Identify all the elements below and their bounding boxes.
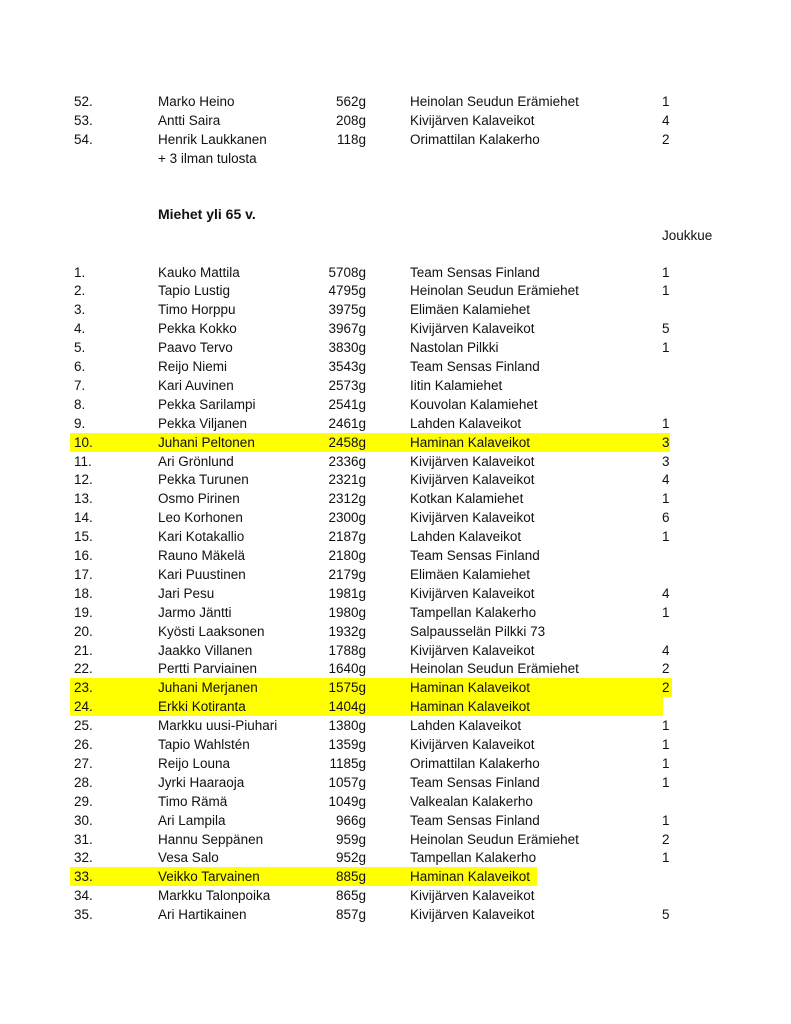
rank-cell: 30.	[74, 812, 93, 828]
weight-cell: 952g	[335, 850, 366, 866]
rank-cell: 33.	[74, 869, 93, 885]
result-row	[70, 905, 670, 924]
club-cell: Team Sensas Finland	[410, 264, 540, 280]
weight-cell: 2458g	[328, 434, 366, 450]
result-row	[70, 603, 670, 622]
result-row	[70, 281, 670, 300]
name-cell: Hannu Seppänen	[158, 831, 264, 847]
weight-cell: 3830g	[328, 340, 366, 356]
weight-cell: 1049g	[328, 793, 366, 809]
name-cell: Kari Puustinen	[158, 566, 246, 582]
club-cell: Salpausselän Pilkki 73	[410, 623, 546, 639]
rank-cell: 53.	[74, 113, 93, 128]
club-cell: Iitin Kalamiehet	[410, 377, 503, 393]
club-cell: Kivijärven Kalaveikot	[410, 888, 535, 904]
weight-cell: 1575g	[328, 680, 366, 696]
team-cell: 1	[662, 812, 670, 828]
team-cell: 1	[662, 491, 670, 507]
weight-cell: 2573g	[328, 377, 366, 393]
rank-cell: 22.	[74, 661, 93, 677]
team-cell: 1	[662, 340, 670, 356]
club-cell: Nastolan Pilkki	[410, 340, 499, 356]
rank-cell: 11.	[74, 453, 92, 469]
team-cell: 4	[662, 642, 670, 658]
result-row	[70, 527, 670, 546]
weight-cell: 4795g	[328, 283, 366, 299]
result-row	[70, 376, 670, 395]
result-row	[70, 848, 670, 867]
name-cell: Jarmo Jäntti	[158, 604, 232, 620]
weight-cell: 1788g	[328, 642, 366, 658]
name-cell: Paavo Tervo	[158, 340, 233, 356]
result-row	[70, 130, 670, 149]
weight-cell: 885g	[335, 869, 366, 885]
name-cell: Timo Horppu	[158, 302, 236, 318]
rank-cell: 31.	[74, 831, 93, 847]
name-cell: Rauno Mäkelä	[158, 548, 246, 563]
weight-cell: 1380g	[328, 718, 366, 734]
club-cell: Orimattilan Kalakerho	[410, 132, 540, 147]
name-cell: Kyösti Laaksonen	[158, 623, 265, 639]
result-row	[70, 319, 670, 338]
weight-cell: 2461g	[328, 415, 366, 431]
name-cell: Ari Grönlund	[158, 453, 234, 469]
name-cell: Ari Hartikainen	[158, 907, 247, 923]
club-cell: Haminan Kalaveikot	[410, 869, 531, 885]
result-row	[70, 886, 670, 905]
team-cell: 3	[662, 453, 670, 469]
club-cell: Lahden Kalaveikot	[410, 718, 522, 734]
weight-cell: 2179g	[328, 566, 366, 582]
team-cell: 3	[662, 434, 670, 450]
result-row	[70, 546, 670, 565]
rank-cell: 34.	[74, 888, 93, 904]
section-title: Miehet yli 65 v.	[158, 206, 256, 222]
no-result-note: + 3 ilman tulosta	[158, 151, 257, 166]
team-cell: 1	[662, 415, 670, 431]
name-cell: Pekka Viljanen	[158, 415, 248, 431]
name-cell: Kari Kotakallio	[158, 529, 245, 545]
team-cell: 4	[662, 472, 670, 488]
name-cell: Reijo Louna	[158, 755, 231, 771]
rank-cell: 24.	[74, 699, 93, 715]
name-cell: Leo Korhonen	[158, 510, 243, 526]
weight-cell: 1404g	[328, 699, 366, 715]
team-cell: 1	[662, 755, 670, 771]
rank-cell: 4.	[74, 321, 86, 337]
rank-cell: 27.	[74, 755, 93, 771]
rank-cell: 2.	[74, 283, 86, 299]
team-cell: 2	[662, 661, 670, 677]
team-cell: 6	[662, 510, 670, 526]
result-row	[70, 433, 670, 452]
club-cell: Kivijärven Kalaveikot	[410, 907, 535, 923]
weight-cell: 1980g	[328, 604, 366, 620]
club-cell: Kivijärven Kalaveikot	[410, 737, 535, 752]
team-cell: 1	[662, 718, 670, 734]
rank-cell: 54.	[74, 132, 93, 147]
result-row	[70, 357, 670, 376]
club-cell: Team Sensas Finland	[410, 774, 540, 790]
name-cell: Juhani Merjanen	[158, 680, 258, 696]
result-row	[70, 792, 670, 811]
rank-cell: 15.	[74, 529, 93, 545]
club-cell: Kivijärven Kalaveikot	[410, 510, 535, 526]
team-cell: 2	[662, 680, 670, 696]
rank-cell: 28.	[74, 774, 93, 790]
name-cell: Markku Talonpoika	[158, 888, 271, 904]
name-cell: Jari Pesu	[158, 585, 215, 601]
name-cell: Jaakko Villanen	[158, 642, 253, 658]
weight-cell: 3543g	[328, 359, 366, 374]
weight-cell: 865g	[335, 888, 366, 904]
result-row	[70, 678, 672, 697]
result-row	[70, 489, 670, 508]
weight-cell: 966g	[335, 812, 366, 828]
team-cell: 4	[662, 113, 670, 128]
rank-cell: 3.	[74, 302, 86, 318]
team-cell: 1	[662, 737, 670, 752]
result-row	[70, 263, 670, 282]
rank-cell: 29.	[74, 793, 93, 809]
name-cell: Jyrki Haaraoja	[158, 774, 245, 790]
result-row	[70, 338, 670, 357]
weight-cell: 562g	[335, 94, 366, 109]
rank-cell: 6.	[74, 359, 86, 374]
club-cell: Heinolan Seudun Erämiehet	[410, 831, 579, 847]
weight-cell: 2336g	[328, 453, 366, 469]
result-row	[70, 452, 670, 471]
result-row	[70, 111, 670, 130]
team-cell: 1	[662, 774, 670, 790]
team-cell: 2	[662, 831, 670, 847]
team-cell: 1	[662, 529, 670, 545]
name-cell: Reijo Niemi	[158, 359, 228, 374]
result-row	[70, 470, 670, 489]
club-cell: Elimäen Kalamiehet	[410, 302, 531, 318]
club-cell: Heinolan Seudun Erämiehet	[410, 661, 579, 677]
club-cell: Team Sensas Finland	[410, 812, 540, 828]
weight-cell: 208g	[335, 113, 366, 128]
club-cell: Tampellan Kalakerho	[410, 850, 537, 866]
result-row	[70, 92, 670, 111]
club-cell: Haminan Kalaveikot	[410, 434, 531, 450]
name-cell: Tapio Lustig	[158, 283, 231, 299]
name-cell: Veikko Tarvainen	[158, 869, 260, 885]
weight-cell: 2187g	[328, 529, 366, 545]
rank-cell: 17.	[74, 566, 93, 582]
club-cell: Kouvolan Kalamiehet	[410, 396, 538, 412]
team-cell: 1	[662, 850, 670, 866]
club-cell: Kivijärven Kalaveikot	[410, 472, 535, 488]
result-row	[70, 697, 663, 716]
result-row	[70, 622, 670, 641]
name-cell: Markku uusi-Piuhari	[158, 718, 278, 734]
weight-cell: 2541g	[328, 396, 366, 412]
name-cell: Tapio Wahlstén	[158, 737, 250, 752]
result-row	[70, 811, 670, 830]
club-cell: Haminan Kalaveikot	[410, 680, 531, 696]
club-cell: Kivijärven Kalaveikot	[410, 113, 535, 128]
result-row	[70, 754, 670, 773]
rank-cell: 8.	[74, 396, 86, 412]
weight-cell: 1932g	[328, 623, 366, 639]
weight-cell: 2312g	[328, 491, 366, 507]
result-row	[70, 773, 670, 792]
result-row	[70, 508, 670, 527]
club-cell: Kotkan Kalamiehet	[410, 491, 524, 507]
name-cell: Ari Lampila	[158, 812, 226, 828]
rank-cell: 25.	[74, 718, 93, 734]
rank-cell: 35.	[74, 907, 93, 923]
club-cell: Heinolan Seudun Erämiehet	[410, 94, 579, 109]
rank-cell: 23.	[74, 680, 93, 696]
club-cell: Orimattilan Kalakerho	[410, 755, 540, 771]
weight-cell: 118g	[336, 132, 366, 147]
weight-cell: 959g	[335, 831, 366, 847]
club-cell: Kivijärven Kalaveikot	[410, 321, 535, 337]
rank-cell: 12.	[74, 472, 93, 488]
weight-cell: 1185g	[329, 755, 366, 771]
result-row	[70, 395, 670, 414]
result-row	[70, 300, 670, 319]
name-cell: Timo Rämä	[158, 793, 228, 809]
rank-cell: 5.	[74, 340, 86, 356]
weight-cell: 3967g	[328, 321, 366, 337]
club-cell: Lahden Kalaveikot	[410, 529, 522, 545]
name-cell: Kauko Mattila	[158, 264, 240, 280]
team-cell: 2	[662, 132, 670, 147]
rank-cell: 52.	[74, 94, 93, 109]
rank-cell: 20.	[74, 623, 93, 639]
weight-cell: 1981g	[328, 585, 366, 601]
club-cell: Valkealan Kalakerho	[410, 793, 533, 809]
rank-cell: 19.	[74, 604, 93, 620]
name-cell: Kari Auvinen	[158, 377, 234, 393]
weight-cell: 1640g	[328, 661, 366, 677]
team-cell: 4	[662, 585, 670, 601]
team-cell: 5	[662, 907, 670, 923]
name-cell: Erkki Kotiranta	[158, 699, 246, 715]
result-row	[70, 735, 670, 754]
name-cell: Pekka Kokko	[158, 321, 237, 337]
result-row	[70, 830, 670, 849]
name-cell: Pekka Sarilampi	[158, 396, 256, 412]
rank-cell: 1.	[74, 264, 86, 280]
weight-cell: 857g	[335, 907, 366, 923]
club-cell: Kivijärven Kalaveikot	[410, 585, 535, 601]
weight-cell: 2180g	[328, 548, 366, 563]
name-cell: Pekka Turunen	[158, 472, 249, 488]
weight-cell: 5708g	[328, 264, 366, 280]
rank-cell: 7.	[74, 377, 86, 393]
club-cell: Team Sensas Finland	[410, 359, 540, 374]
rank-cell: 14.	[74, 510, 93, 526]
weight-cell: 1057g	[328, 774, 366, 790]
club-cell: Team Sensas Finland	[410, 548, 540, 563]
name-cell: Vesa Salo	[158, 850, 219, 866]
team-cell: 5	[662, 321, 670, 337]
weight-cell: 3975g	[328, 302, 366, 318]
weight-cell: 2300g	[328, 510, 366, 526]
team-cell: 1	[662, 94, 670, 109]
result-row	[70, 565, 670, 584]
result-row	[70, 414, 670, 433]
result-row	[70, 867, 537, 886]
name-cell: Marko Heino	[158, 94, 235, 109]
name-cell: Juhani Peltonen	[158, 434, 255, 450]
club-cell: Kivijärven Kalaveikot	[410, 642, 535, 658]
team-cell: 1	[662, 283, 670, 299]
club-cell: Heinolan Seudun Erämiehet	[410, 283, 579, 299]
club-cell: Tampellan Kalakerho	[410, 604, 537, 620]
club-cell: Haminan Kalaveikot	[410, 699, 531, 715]
rank-cell: 26.	[74, 737, 93, 752]
weight-cell: 1359g	[328, 737, 366, 752]
team-cell: 1	[662, 604, 670, 620]
club-cell: Lahden Kalaveikot	[410, 415, 522, 431]
rank-cell: 21.	[74, 642, 93, 658]
club-cell: Kivijärven Kalaveikot	[410, 453, 535, 469]
club-cell: Elimäen Kalamiehet	[410, 566, 531, 582]
rank-cell: 16.	[74, 548, 93, 563]
name-cell: Antti Saira	[158, 113, 221, 128]
rank-cell: 10.	[74, 434, 93, 450]
name-cell: Pertti Parviainen	[158, 661, 258, 677]
result-row	[70, 584, 670, 603]
team-cell: 1	[662, 264, 670, 280]
name-cell: Henrik Laukkanen	[158, 132, 267, 147]
result-row	[70, 716, 670, 735]
result-row	[70, 641, 670, 660]
weight-cell: 2321g	[328, 472, 366, 488]
result-row	[70, 659, 670, 678]
rank-cell: 13.	[74, 491, 93, 507]
rank-cell: 9.	[74, 415, 86, 431]
rank-cell: 18.	[74, 585, 93, 601]
team-column-header: Joukkue	[662, 228, 713, 243]
name-cell: Osmo Pirinen	[158, 491, 240, 507]
rank-cell: 32.	[74, 850, 93, 866]
